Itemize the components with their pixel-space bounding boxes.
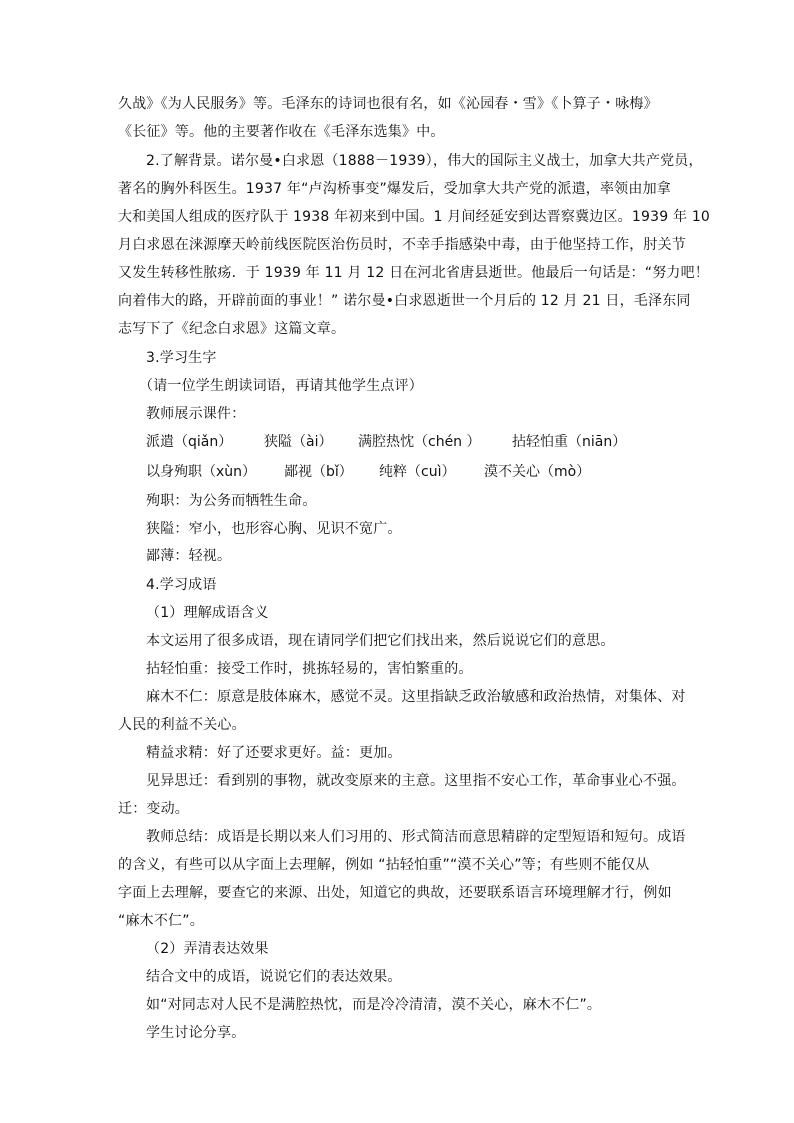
subsection-heading: （1）理解成语含义 <box>146 605 269 621</box>
subsection-heading: （2）弄清表达效果 <box>146 941 269 957</box>
definition: 殉职：为公务而牺牲生命。 <box>146 493 317 509</box>
vocab-item: 狭隘（ài） <box>264 434 333 450</box>
text-line: 迁：变动。 <box>118 801 189 817</box>
text-line: 志写下了《纪念白求恩》这篇文章。 <box>118 321 346 337</box>
text-line: 月白求恩在涞源摩天岭前线医院医治伤员时，不幸手指感染中毒，由于他坚持工作，肘关节 <box>118 237 686 253</box>
text-line: 的含义，有些可以从字面上去理解，例如 “拈轻怕重”“漠不关心”等；有些则不能仅从 <box>118 857 650 873</box>
idiom-definition: 麻木不仁：原意是肢体麻木，感觉不灵。这里指缺乏政治敏感和政治热情，对集体、对 <box>146 689 686 705</box>
vocab-item: 漠不关心（mò） <box>484 464 591 480</box>
section-heading: 3.学习生字 <box>146 350 217 366</box>
text-line: 2.了解背景。诺尔曼•白求恩（1888－1939），伟大的国际主义战士，加拿大共产党员， <box>146 153 703 169</box>
idiom-definition: 见异思迁：看到别的事物，就改变原来的主意。这里指不安心工作，革命事业心不强。 <box>146 773 686 789</box>
text-line: 向着伟大的路，开辟前面的事业！” 诺尔曼•白求恩逝世一个月后的 12 月 21 日，毛泽东同 <box>118 293 691 309</box>
vocab-item: 纯粹（cuì） <box>379 464 456 480</box>
text-line: 学生讨论分享。 <box>146 1025 246 1041</box>
idiom-definition: 拈轻怕重：接受工作时，挑拣轻易的，害怕繁重的。 <box>146 661 473 677</box>
idiom-definition: 精益求精：好了还要求更好。益：更加。 <box>146 745 402 761</box>
vocab-item: 鄙视（bǐ） <box>284 464 353 480</box>
section-heading: 4.学习成语 <box>146 577 217 593</box>
text-line: 教师总结：成语是长期以来人们习用的、形式简洁而意思精辟的定型短语和短句。成语 <box>146 829 686 845</box>
text-line: 如“对同志对人民不是满腔热忱，而是冷冷清清，漠不关心，麻木不仁”。 <box>146 997 602 1013</box>
vocab-item: 派遣（qiǎn） <box>146 434 233 450</box>
text-line: 字面上去理解，要查它的来源、出处，知道它的典故，还要联系语言环境理解才行，例如 <box>118 885 672 901</box>
definition: 鄙薄：轻视。 <box>146 548 232 564</box>
text-line: 教师展示课件： <box>146 406 246 422</box>
vocab-item: 拈轻怕重（niān） <box>512 434 627 450</box>
text-line: 大和美国人组成的医疗队于 1938 年初来到中国。1 月间经延安到达晋察冀边区。1939 年 10 <box>118 209 711 225</box>
text-line: 又发生转移性脓疡．于 1939 年 11 月 12 日在河北省唐县逝世。他最后一句话是：“努力吧！ <box>118 265 710 281</box>
text-line: 著名的胸外科医生。1937 年“卢沟桥事变”爆发后，受加拿大共产党的派遣，率领由加拿 <box>118 181 671 197</box>
text-line: （请一位学生朗读词语，再请其他学生点评） <box>139 378 423 394</box>
vocab-item: 以身殉职（xùn） <box>146 464 257 480</box>
definition: 狭隘：窄小，也形容心胸、见识不宽广。 <box>146 521 402 537</box>
text-line: 《长征》等。他的主要著作收在《毛泽东选集》中。 <box>118 124 445 140</box>
text-line: 久战》《为人民服务》等。毛泽东的诗词也很有名，如《沁园春・雪》《卜算子・咏梅》 <box>118 96 658 112</box>
text-line: “麻木不仁”。 <box>118 913 204 929</box>
text-line: 结合文中的成语，说说它们的表达效果。 <box>146 969 402 985</box>
vocab-item: 满腔热忱（chén ） <box>358 434 481 450</box>
text-line: 人民的利益不关心。 <box>118 717 246 733</box>
text-line: 本文运用了很多成语，现在请同学们把它们找出来，然后说说它们的意思。 <box>146 633 615 649</box>
